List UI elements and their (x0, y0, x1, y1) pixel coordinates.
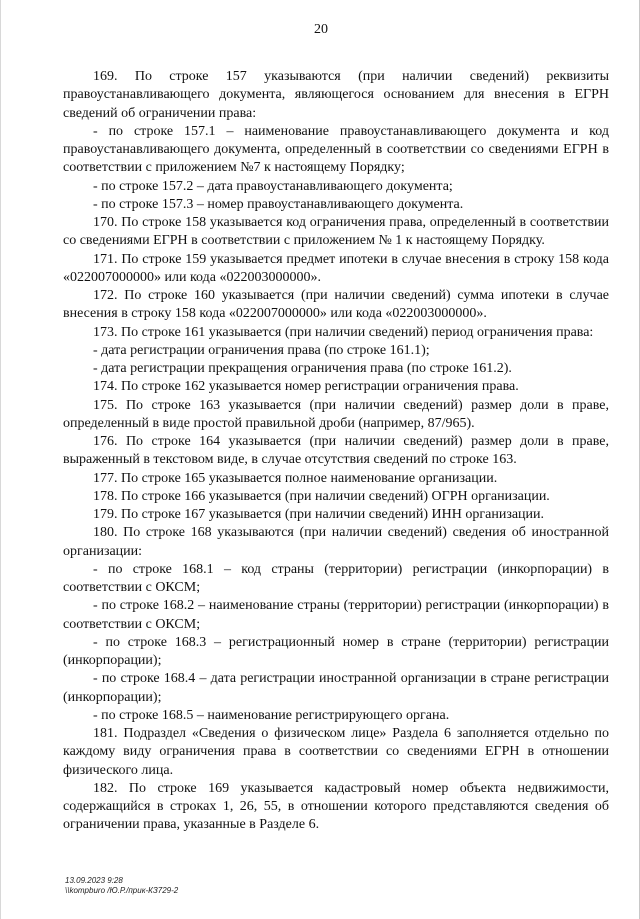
paragraph-175: 175. По строке 163 указывается (при наличии сведений) размер доли в праве, определенный в виде простой правильной дроби (например, 87/965). (63, 397, 609, 431)
paragraph-168-4: - по строке 168.4 – дата регистрации иностранной организации в стране регистрации (инкорпорации); (63, 671, 609, 705)
paragraph-168-5: - по строке 168.5 – наименование регистрирующего органа. (93, 707, 450, 723)
paragraph-157-2: - по строке 157.2 – дата правоустанавливающего документа; (93, 178, 453, 194)
paragraph-172: 172. По строке 160 указывается (при наличии сведений) сумма ипотеки в случае внесения в строку 158 кода «022007000000» или кода «022003000000». (63, 288, 609, 322)
document-body (63, 68, 609, 835)
paragraph-168-2: - по строке 168.2 – наименование страны (территории) регистрации (инкорпорации) в соответствии с ОКСМ; (63, 598, 609, 632)
paragraph-168-1: - по строке 168.1 – код страны (территории) регистрации (инкорпорации) в соответствии с ОКСМ; (63, 561, 609, 595)
paragraph-157-1: - по строке 157.1 – наименование правоустанавливающего документа и код правоустанавливающего документа, определенный в соответствии со сведениями ЕГРН в соответствии с приложением №7 к настоящему Порядку; (63, 123, 609, 176)
paragraph-182: 182. По строке 169 указывается кадастровый номер объекта недвижимости, содержащийся в строках 1, 26, 55, в отношении которого представляются сведения об ограничении права, указанные в Разделе 6. (63, 780, 609, 833)
document-footer (65, 876, 178, 896)
page-number: 20 (314, 22, 328, 37)
paragraph-168-3: - по строке 168.3 – регистрационный номер в стране (территории) регистрации (инкорпорации); (63, 634, 609, 668)
paragraph-161-2: - дата регистрации прекращения ограничения права (по строке 161.2). (93, 361, 512, 376)
paragraph-174: 174. По строке 162 указывается номер регистрации ограничения права. (93, 379, 519, 395)
paragraph-181: 181. Подраздел «Сведения о физическом лице» Раздела 6 заполняется отдельно по каждому виду ограничения права в соответствии со сведениями ЕГРН в отношении физического лица. (63, 726, 609, 778)
paragraph-170: 170. По строке 158 указывается код ограничения права, определенный в соответствии со сведениями ЕГРН в соответствии с приложением № 1 к настоящему Порядку. (63, 215, 609, 249)
paragraph-178: 178. По строке 166 указывается (при наличии сведений) ОГРН организации. (93, 488, 550, 504)
paragraph-173: 173. По строке 161 указывается (при наличии сведений) период ограничения права: (93, 324, 594, 340)
paragraph-161-1: - дата регистрации ограничения права (по строке 161.1); (93, 342, 430, 358)
paragraph-171: 171. По строке 159 указывается предмет ипотеки в случае внесения в строку 158 кода «022007000000» или кода «022003000000». (63, 251, 609, 285)
paragraph-176: 176. По строке 164 указывается (при наличии сведений) размер доли в праве, выраженный в текстовом виде, в случае отсутствия сведений по строке 163. (63, 434, 609, 468)
footer-file-path: \\kompburo /Ю.Р./прик-КЗ729-2 (65, 886, 179, 895)
paragraph-157-3: - по строке 157.3 – номер правоустанавливающего документа. (93, 196, 464, 212)
footer-timestamp: 13.09.2023 9:28 (65, 876, 123, 885)
paragraph-177: 177. По строке 165 указывается полное наименование организации. (93, 470, 498, 486)
paragraph-169: 169. По строке 157 указываются (при наличии сведений) реквизиты правоустанавливающего документа, являющегося основанием для внесения в ЕГРН сведений об ограничении права: (63, 69, 609, 121)
paragraph-179: 179. По строке 167 указывается (при наличии сведений) ИНН организации. (93, 507, 545, 522)
paragraph-180: 180. По строке 168 указываются (при наличии сведений) сведения об иностранной организации: (63, 525, 609, 559)
